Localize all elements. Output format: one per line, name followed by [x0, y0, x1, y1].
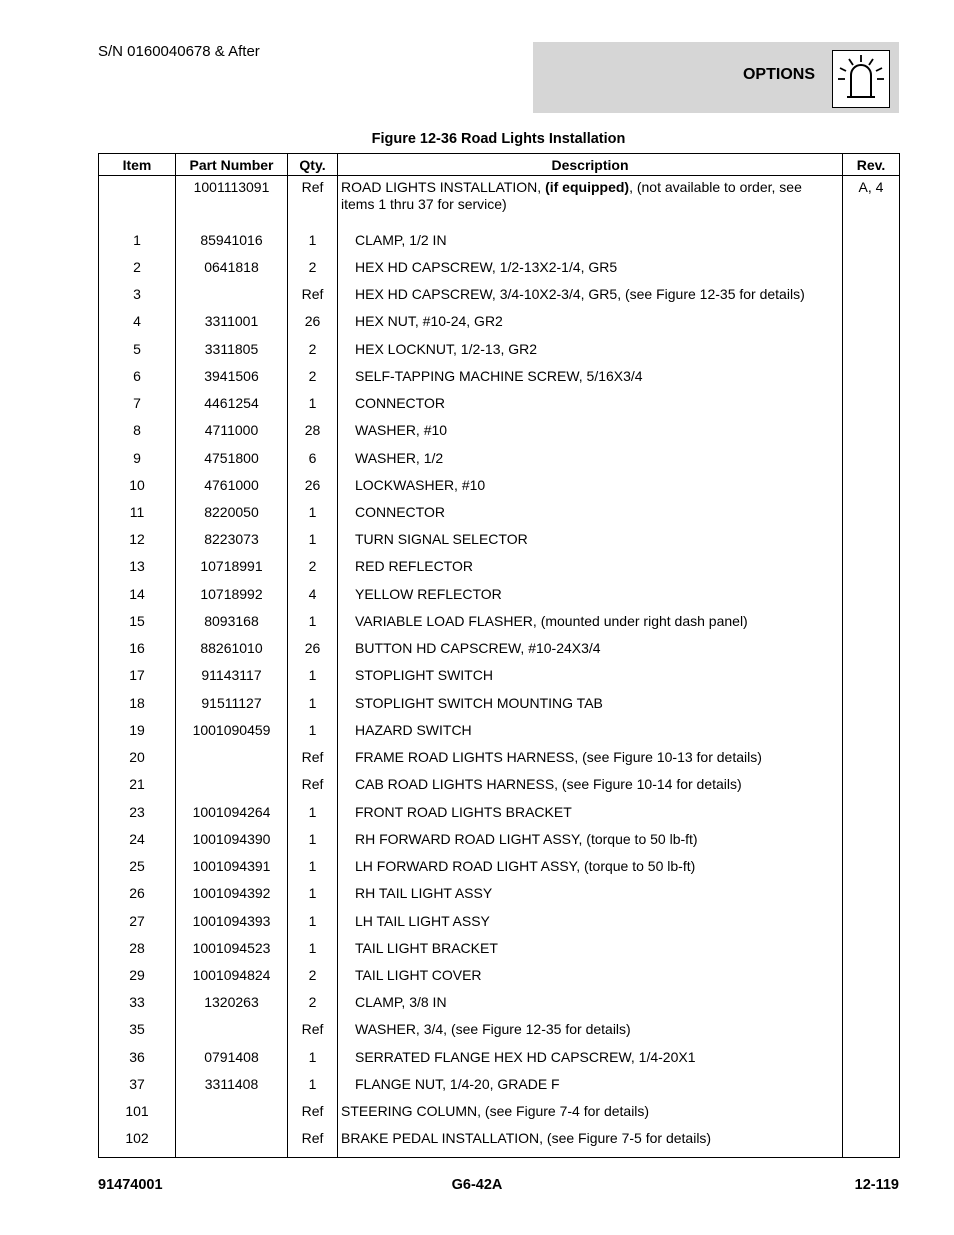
rev-cell [843, 721, 900, 748]
part-number-cell: 10718991 [176, 557, 288, 584]
item-cell [99, 176, 176, 231]
item-cell: 17 [99, 666, 176, 693]
rev-cell [843, 1129, 900, 1156]
item-cell: 8 [99, 421, 176, 448]
qty-cell: 1 [288, 666, 338, 693]
item-cell: 33 [99, 993, 176, 1020]
qty-cell: 1 [288, 1075, 338, 1102]
part-number-cell: 1001090459 [176, 721, 288, 748]
item-cell: 4 [99, 312, 176, 339]
qty-cell: Ref [288, 1129, 338, 1156]
item-cell: 28 [99, 939, 176, 966]
description-cell: STOPLIGHT SWITCH MOUNTING TAB [338, 694, 843, 721]
description-text: , (not available to order, see items 1 thru 37 for service) [341, 179, 802, 212]
rev-cell [843, 803, 900, 830]
rev-cell [843, 231, 900, 258]
part-number-cell: 0641818 [176, 258, 288, 285]
qty-cell: 1 [288, 503, 338, 530]
qty-cell: 26 [288, 476, 338, 503]
part-number-cell: 3311408 [176, 1075, 288, 1102]
description-cell: VARIABLE LOAD FLASHER, (mounted under right dash panel) [338, 612, 843, 639]
item-cell: 3 [99, 285, 176, 312]
item-cell: 25 [99, 857, 176, 884]
description-cell: BUTTON HD CAPSCREW, #10-24X3/4 [338, 639, 843, 666]
rev-cell [843, 285, 900, 312]
rev-cell [843, 775, 900, 802]
qty-cell: Ref [288, 285, 338, 312]
rev-cell [843, 340, 900, 367]
rev-cell [843, 912, 900, 939]
item-cell: 14 [99, 585, 176, 612]
qty-cell: 4 [288, 585, 338, 612]
table-header-row [99, 154, 900, 176]
item-cell: 11 [99, 503, 176, 530]
rev-cell [843, 585, 900, 612]
table-row [99, 476, 900, 503]
qty-cell: 2 [288, 966, 338, 993]
table-row [99, 1075, 900, 1102]
description-cell: TAIL LIGHT COVER [338, 966, 843, 993]
table-row [99, 912, 900, 939]
rev-cell [843, 312, 900, 339]
rev-cell [843, 503, 900, 530]
item-cell: 35 [99, 1020, 176, 1047]
item-cell: 26 [99, 884, 176, 911]
rev-cell [843, 421, 900, 448]
table-row [99, 312, 900, 339]
part-number-cell: 1001094391 [176, 857, 288, 884]
rev-cell [843, 857, 900, 884]
description-cell: FLANGE NUT, 1/4-20, GRADE F [338, 1075, 843, 1102]
rev-cell [843, 694, 900, 721]
item-cell: 102 [99, 1129, 176, 1156]
qty-cell: 2 [288, 258, 338, 285]
rev-cell [843, 557, 900, 584]
rev-cell [843, 939, 900, 966]
rev-cell [843, 612, 900, 639]
table-row [99, 612, 900, 639]
description-cell: WASHER, #10 [338, 421, 843, 448]
description-cell: CAB ROAD LIGHTS HARNESS, (see Figure 10-14 for details) [338, 775, 843, 802]
qty-cell: Ref [288, 1102, 338, 1129]
qty-cell: 1 [288, 830, 338, 857]
column-header-item: Item [99, 154, 176, 176]
item-cell: 101 [99, 1102, 176, 1129]
table-row [99, 394, 900, 421]
description-cell: YELLOW REFLECTOR [338, 585, 843, 612]
item-cell: 12 [99, 530, 176, 557]
qty-cell: Ref [288, 1020, 338, 1047]
description-cell: CONNECTOR [338, 503, 843, 530]
table-row [99, 639, 900, 666]
table-row [99, 176, 900, 231]
item-cell: 6 [99, 367, 176, 394]
item-cell: 15 [99, 612, 176, 639]
part-number-cell: 85941016 [176, 231, 288, 258]
table-row [99, 694, 900, 721]
rev-cell [843, 666, 900, 693]
rev-cell: A, 4 [843, 176, 900, 231]
rev-cell [843, 449, 900, 476]
qty-cell: 1 [288, 612, 338, 639]
rev-cell [843, 1075, 900, 1102]
table-row [99, 530, 900, 557]
description-cell: HEX NUT, #10-24, GR2 [338, 312, 843, 339]
description-cell: HEX LOCKNUT, 1/2-13, GR2 [338, 340, 843, 367]
item-cell: 5 [99, 340, 176, 367]
part-number-cell: 3311805 [176, 340, 288, 367]
description-cell: STOPLIGHT SWITCH [338, 666, 843, 693]
part-number-cell: 8223073 [176, 530, 288, 557]
table-row [99, 830, 900, 857]
qty-cell: 6 [288, 449, 338, 476]
part-number-cell [176, 1102, 288, 1129]
description-cell: SELF-TAPPING MACHINE SCREW, 5/16X3/4 [338, 367, 843, 394]
qty-cell: Ref [288, 775, 338, 802]
qty-cell: 26 [288, 312, 338, 339]
qty-cell: 1 [288, 394, 338, 421]
rev-cell [843, 748, 900, 775]
item-cell: 23 [99, 803, 176, 830]
figure-title: Figure 12-36 Road Lights Installation [371, 131, 626, 147]
description-emphasis: (if equipped) [545, 179, 630, 195]
table-row [99, 421, 900, 448]
rev-cell [843, 476, 900, 503]
part-number-cell: 4711000 [176, 421, 288, 448]
rev-cell [843, 1048, 900, 1075]
table-row [99, 449, 900, 476]
part-number-cell [176, 1020, 288, 1047]
description-cell: WASHER, 3/4, (see Figure 12-35 for details) [338, 1020, 843, 1047]
qty-cell: 1 [288, 939, 338, 966]
rev-cell [843, 258, 900, 285]
item-cell: 19 [99, 721, 176, 748]
description-cell: CLAMP, 3/8 IN [338, 993, 843, 1020]
table-row [99, 666, 900, 693]
column-header-part-number: Part Number [176, 154, 288, 176]
qty-cell: 1 [288, 694, 338, 721]
table-filler-row [99, 1157, 900, 1158]
description-cell: RED REFLECTOR [338, 557, 843, 584]
table-row [99, 285, 900, 312]
rev-cell [843, 993, 900, 1020]
description-cell: LOCKWASHER, #10 [338, 476, 843, 503]
qty-cell: 1 [288, 803, 338, 830]
description-cell [338, 176, 843, 231]
table-row [99, 503, 900, 530]
rev-cell [843, 367, 900, 394]
column-header-qty: Qty. [288, 154, 338, 176]
qty-cell: 1 [288, 231, 338, 258]
qty-cell: 1 [288, 912, 338, 939]
part-number-cell: 8093168 [176, 612, 288, 639]
description-cell: HAZARD SWITCH [338, 721, 843, 748]
part-number-cell [176, 748, 288, 775]
rev-cell [843, 530, 900, 557]
road-lights-icon [832, 50, 890, 108]
item-cell: 27 [99, 912, 176, 939]
item-cell: 10 [99, 476, 176, 503]
table-row [99, 258, 900, 285]
section-banner [533, 42, 899, 113]
description-cell: LH TAIL LIGHT ASSY [338, 912, 843, 939]
description-cell: FRAME ROAD LIGHTS HARNESS, (see Figure 10-13 for details) [338, 748, 843, 775]
part-number-cell: 1001094393 [176, 912, 288, 939]
description-cell: HEX HD CAPSCREW, 3/4-10X2-3/4, GR5, (see Figure 12-35 for details) [338, 285, 843, 312]
column-header-rev: Rev. [843, 154, 900, 176]
description-cell: RH TAIL LIGHT ASSY [338, 884, 843, 911]
item-cell: 13 [99, 557, 176, 584]
item-cell: 36 [99, 1048, 176, 1075]
part-number-cell: 91143117 [176, 666, 288, 693]
column-header-description: Description [338, 154, 843, 176]
qty-cell: 1 [288, 530, 338, 557]
table-row [99, 966, 900, 993]
table-row [99, 884, 900, 911]
table-row [99, 1102, 900, 1129]
item-cell: 21 [99, 775, 176, 802]
part-number-cell: 91511127 [176, 694, 288, 721]
item-cell: 2 [99, 258, 176, 285]
qty-cell: 2 [288, 993, 338, 1020]
rev-cell [843, 394, 900, 421]
item-cell: 18 [99, 694, 176, 721]
table-row [99, 939, 900, 966]
table-row [99, 231, 900, 258]
description-cell: TAIL LIGHT BRACKET [338, 939, 843, 966]
description-cell: LH FORWARD ROAD LIGHT ASSY, (torque to 50 lb-ft) [338, 857, 843, 884]
part-number-cell [176, 1129, 288, 1156]
table-row [99, 993, 900, 1020]
table-row [99, 857, 900, 884]
part-number-cell: 3311001 [176, 312, 288, 339]
qty-cell: Ref [288, 176, 338, 231]
rev-cell [843, 966, 900, 993]
description-cell: CONNECTOR [338, 394, 843, 421]
item-cell: 1 [99, 231, 176, 258]
description-cell: HEX HD CAPSCREW, 1/2-13X2-1/4, GR5 [338, 258, 843, 285]
table-row [99, 721, 900, 748]
part-number-cell: 8220050 [176, 503, 288, 530]
rev-cell [843, 884, 900, 911]
description-cell: CLAMP, 1/2 IN [338, 231, 843, 258]
part-number-cell: 88261010 [176, 639, 288, 666]
qty-cell: Ref [288, 748, 338, 775]
qty-cell: 1 [288, 1048, 338, 1075]
item-cell: 29 [99, 966, 176, 993]
model-number: G6-42A [451, 1177, 503, 1193]
description-cell: RH FORWARD ROAD LIGHT ASSY, (torque to 50 lb-ft) [338, 830, 843, 857]
filler-cell [288, 1157, 338, 1158]
page-number: 12-119 [854, 1177, 899, 1193]
filler-cell [843, 1157, 900, 1158]
table-row [99, 585, 900, 612]
item-cell: 16 [99, 639, 176, 666]
qty-cell: 2 [288, 367, 338, 394]
rev-cell [843, 830, 900, 857]
qty-cell: 2 [288, 340, 338, 367]
item-cell: 7 [99, 394, 176, 421]
table-row [99, 367, 900, 394]
description-cell: BRAKE PEDAL INSTALLATION, (see Figure 7-5 for details) [338, 1129, 843, 1156]
item-cell: 37 [99, 1075, 176, 1102]
qty-cell: 1 [288, 721, 338, 748]
part-number-cell: 1001094390 [176, 830, 288, 857]
rev-cell [843, 1102, 900, 1129]
part-number-cell: 4461254 [176, 394, 288, 421]
description-cell: SERRATED FLANGE HEX HD CAPSCREW, 1/4-20X1 [338, 1048, 843, 1075]
filler-cell [99, 1157, 176, 1158]
part-number-cell: 3941506 [176, 367, 288, 394]
part-number-cell [176, 775, 288, 802]
description-cell: TURN SIGNAL SELECTOR [338, 530, 843, 557]
table-row [99, 748, 900, 775]
table-row [99, 1129, 900, 1156]
part-number-cell [176, 285, 288, 312]
part-number-cell: 4751800 [176, 449, 288, 476]
description-cell: FRONT ROAD LIGHTS BRACKET [338, 803, 843, 830]
qty-cell: 2 [288, 557, 338, 584]
filler-cell [176, 1157, 288, 1158]
part-number-cell: 4761000 [176, 476, 288, 503]
description-text: ROAD LIGHTS INSTALLATION, [341, 179, 546, 195]
filler-cell [338, 1157, 843, 1158]
description-cell: WASHER, 1/2 [338, 449, 843, 476]
serial-range: S/N 0160040678 & After [98, 43, 260, 60]
part-number-cell: 1001094392 [176, 884, 288, 911]
part-number-cell: 1001094824 [176, 966, 288, 993]
table-row [99, 1048, 900, 1075]
part-number-cell: 1001113091 [176, 176, 288, 231]
rev-cell [843, 1020, 900, 1047]
table-row [99, 340, 900, 367]
part-number-cell: 0791408 [176, 1048, 288, 1075]
qty-cell: 28 [288, 421, 338, 448]
table-row [99, 775, 900, 802]
qty-cell: 1 [288, 884, 338, 911]
table-row [99, 557, 900, 584]
table-row [99, 1020, 900, 1047]
rev-cell [843, 639, 900, 666]
item-cell: 24 [99, 830, 176, 857]
part-number-cell: 10718992 [176, 585, 288, 612]
qty-cell: 1 [288, 857, 338, 884]
part-number-cell: 1320263 [176, 993, 288, 1020]
part-number-cell: 1001094264 [176, 803, 288, 830]
qty-cell: 26 [288, 639, 338, 666]
doc-number: 91474001 [98, 1177, 163, 1193]
item-cell: 9 [99, 449, 176, 476]
item-cell: 20 [99, 748, 176, 775]
table-row [99, 803, 900, 830]
part-number-cell: 1001094523 [176, 939, 288, 966]
parts-table [98, 153, 900, 1158]
description-cell: STEERING COLUMN, (see Figure 7-4 for details) [338, 1102, 843, 1129]
section-label: OPTIONS [742, 66, 815, 83]
